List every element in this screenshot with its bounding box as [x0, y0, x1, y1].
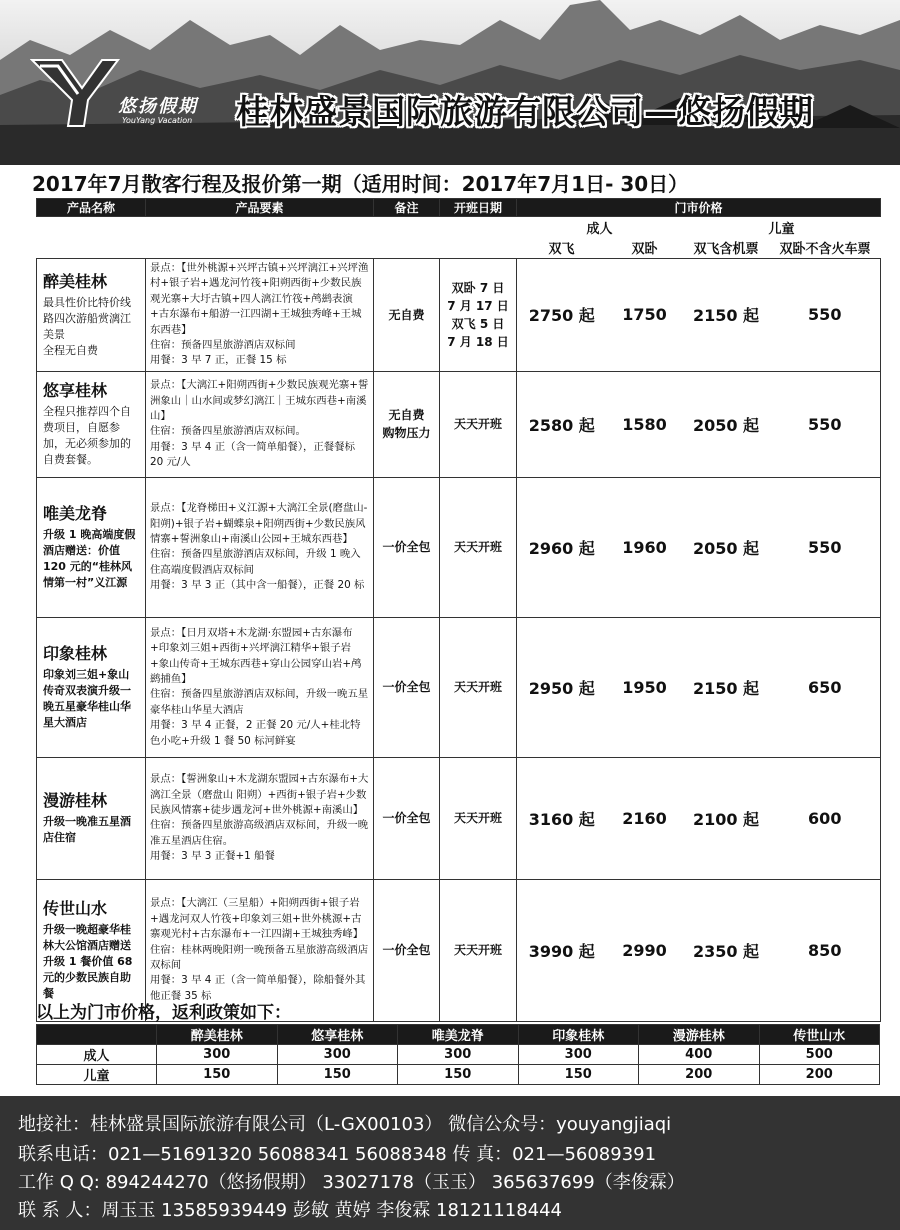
itinerary-table [36, 198, 881, 1022]
product-note: 一价全包 [374, 477, 440, 617]
rebate-title: 以上为门市价格，返利政策如下： [36, 1003, 291, 1023]
product-date: 双卧 7 日 7 月 17 日 双飞 5 日 7 月 18 日 [440, 259, 517, 372]
product-desc: 升级一晚准五星酒店住宿 [43, 815, 131, 845]
product-date: 天天开班 [440, 371, 517, 477]
price-child-fly: 2100 起 [683, 757, 770, 879]
product-note: 无自费 购物压力 [374, 371, 440, 477]
product-name: 漫游桂林 [43, 791, 108, 811]
footer-agency: 地接社：桂林盛景国际旅游有限公司（L-GX00103） 微信公众号：youyangjiaqi [18, 1114, 672, 1135]
price-child-sleeper: 650 [770, 617, 881, 757]
price-adult-sleeper: 2990 [607, 879, 683, 1021]
rebate-value: 150 [157, 1065, 278, 1085]
product-elements: 景点：【日月双塔+木龙湖·东盟园+古东瀑布+印象刘三姐+西街+兴坪漓江精华+银子岩+象山传奇+王城东西巷+穿山公园穿山岩+鸬鹚捕鱼】 住宿：预备四星旅游酒店双标间，升级一晚五星豪华桂山华星大酒店 用餐：3 早 4 正餐，2 正餐 20 元/人+桂北特色小吃+升级 1 餐 50 标河鲜宴 [146, 617, 374, 757]
header-note: 备注 [374, 199, 440, 217]
product-cell [37, 259, 146, 372]
sub-blank [440, 217, 517, 238]
product-date: 天天开班 [440, 477, 517, 617]
price-child-sleeper: 550 [770, 259, 881, 372]
product-note: 无自费 [374, 259, 440, 372]
rebate-value: 300 [277, 1045, 398, 1065]
header-child: 儿童 [683, 217, 881, 238]
product-name: 醉美桂林 [43, 271, 108, 291]
product-cell [37, 617, 146, 757]
sub-blank [374, 217, 440, 238]
table-row [37, 477, 881, 617]
rebate-value: 400 [639, 1045, 760, 1065]
product-elements: 景点：【大漓江+阳朔西街+少数民族观光寨+誓洲象山｜山水间或梦幻漓江｜王城东西巷+南溪山】 住宿：预备四星旅游酒店双标间。 用餐：3 早 4 正（含一简单船餐），正餐餐标 20 元/人 [146, 371, 374, 477]
rebate-col-header: 漫游桂林 [639, 1025, 760, 1045]
footer [0, 1096, 900, 1230]
price-child-sleeper: 850 [770, 879, 881, 1021]
price-adult-fly: 2580 起 [517, 371, 607, 477]
header-adult: 成人 [517, 217, 683, 238]
product-name: 悠享桂林 [43, 381, 108, 401]
rebate-value: 150 [398, 1065, 519, 1085]
product-desc: 最具性价比特价线路四次游船赏漓江美景 全程无自费 [43, 295, 131, 357]
price-child-sleeper: 600 [770, 757, 881, 879]
price-adult-sleeper: 1950 [607, 617, 683, 757]
rebate-value: 300 [398, 1045, 519, 1065]
product-desc: 全程只推荐四个自费项目，自愿参加，无必须参加的自费套餐。 [43, 405, 131, 467]
table-row [37, 371, 881, 477]
footer-contacts: 联 系 人：周玉玉 13585939449 彭敏 黄婷 李俊霖 18121118444 [18, 1200, 562, 1221]
header-adult-fly: 双飞 [517, 238, 607, 259]
sub-blank [37, 217, 146, 238]
price-child-sleeper: 550 [770, 371, 881, 477]
product-date: 天天开班 [440, 757, 517, 879]
sub-blank [440, 238, 517, 259]
price-child-fly: 2150 起 [683, 617, 770, 757]
product-date: 天天开班 [440, 879, 517, 1021]
product-desc: 升级 1 晚高端度假酒店赠送：价值 120 元的“桂林风情第一村”义江源 [43, 528, 136, 590]
sub-blank [146, 217, 374, 238]
product-elements: 景点：【龙脊梯田+义江源+大漓江全景(磨盘山-阳朔)+银子岩+蝴蝶泉+阳朔西街+少数民族风情寨+誓洲象山+南溪山公园+王城东西巷】 住宿：预备四星旅游酒店双标间，升级 1 晚入住高端度假酒店双标间 用餐：3 早 3 正（其中含一船餐），正餐 20 标 [146, 477, 374, 617]
header-child-sleeper: 双卧不含火车票 [770, 238, 881, 259]
price-adult-fly: 3990 起 [517, 879, 607, 1021]
price-adult-fly: 2960 起 [517, 477, 607, 617]
price-child-fly: 2350 起 [683, 879, 770, 1021]
header-price: 门市价格 [517, 199, 881, 217]
sub-blank [374, 238, 440, 259]
header-date: 开班日期 [440, 199, 517, 217]
price-adult-sleeper: 1750 [607, 259, 683, 372]
rebate-col-header: 传世山水 [759, 1025, 880, 1045]
sub-blank [37, 238, 146, 259]
sub-blank [146, 238, 374, 259]
price-adult-fly: 3160 起 [517, 757, 607, 879]
rebate-row-label: 成人 [37, 1045, 157, 1065]
product-cell [37, 371, 146, 477]
product-date: 天天开班 [440, 617, 517, 757]
table-row [37, 617, 881, 757]
product-desc: 升级一晚超豪华桂林大公馆酒店赠送升级 1 餐价值 68 元的少数民族自助餐 [43, 923, 133, 1001]
footer-phone: 联系电话：021—51691320 56088341 56088348 传 真：021—56089391 [18, 1144, 657, 1165]
product-name: 传世山水 [43, 899, 108, 919]
rebate-table [36, 1024, 880, 1085]
price-child-sleeper: 550 [770, 477, 881, 617]
page-title: 2017年7月散客行程及报价第一期（适用时间：2017年7月1日- 30日） [32, 172, 689, 196]
logo-y-icon [30, 58, 120, 128]
product-note: 一价全包 [374, 617, 440, 757]
table-row [37, 259, 881, 372]
rebate-row [37, 1045, 880, 1065]
price-adult-sleeper: 1960 [607, 477, 683, 617]
table-row [37, 757, 881, 879]
price-adult-sleeper: 1580 [607, 371, 683, 477]
rebate-col-header: 醉美桂林 [157, 1025, 278, 1045]
price-child-fly: 2050 起 [683, 371, 770, 477]
logo-text: 悠扬假期 [118, 96, 198, 117]
header-elements: 产品要素 [146, 199, 374, 217]
rebate-value: 500 [759, 1045, 880, 1065]
rebate-col-header: 悠享桂林 [277, 1025, 398, 1045]
rebate-row-label: 儿童 [37, 1065, 157, 1085]
rebate-col-header: 唯美龙脊 [398, 1025, 519, 1045]
price-child-fly: 2150 起 [683, 259, 770, 372]
rebate-value: 200 [759, 1065, 880, 1085]
price-adult-fly: 2750 起 [517, 259, 607, 372]
price-adult-sleeper: 2160 [607, 757, 683, 879]
product-elements: 景点：【世外桃源+兴坪古镇+兴坪漓江+兴坪渔村+银子岩+遇龙河竹筏+阳朔西街+少数民族观光寨+大圩古镇+四人漓江竹筏+鸬鹚表演+古东瀑布+船游一江四湖+王城独秀峰+王城东西巷】 住宿：预备四星旅游酒店双标间 用餐：3 早 7 正，正餐 15 标 [146, 259, 374, 372]
logo [30, 58, 230, 128]
price-adult-fly: 2950 起 [517, 617, 607, 757]
product-cell [37, 757, 146, 879]
rebate-value: 300 [157, 1045, 278, 1065]
rebate-row [37, 1065, 880, 1085]
product-cell [37, 477, 146, 617]
product-note: 一价全包 [374, 757, 440, 879]
company-title: 桂林盛景国际旅游有限公司—悠扬假期 [236, 92, 814, 131]
rebate-value: 300 [518, 1045, 639, 1065]
header-product: 产品名称 [37, 199, 146, 217]
product-elements: 景点：【誓洲象山+木龙湖东盟园+古东瀑布+大漓江全景（磨盘山 阳朔）+西街+银子岩+少数民族风情寨+徒步遇龙河+世外桃源+南溪山】 住宿：预备四星旅游高级酒店双标间，升级一晚准五星酒店住宿。 用餐：3 早 3 正餐+1 船餐 [146, 757, 374, 879]
logo-subtext: YouYang Vacation [122, 116, 193, 125]
product-note: 一价全包 [374, 879, 440, 1021]
product-elements: 景点：【大漓江（三星船）+阳朔西街+银子岩+遇龙河双人竹筏+印象刘三姐+世外桃源+古寨观光村+古东瀑布+一江四湖+王城独秀峰】 住宿：桂林两晚阳朔一晚预备五星旅游高级酒店双标间 用餐：3 早 4 正（含一简单船餐），除船餐外其他正餐 35 标 [146, 879, 374, 1021]
rebate-value: 200 [639, 1065, 760, 1085]
footer-qq: 工作 Q Q: 894244270（悠扬假期） 33027178（玉玉） 365637699（李俊霖） [18, 1172, 685, 1193]
price-child-fly: 2050 起 [683, 477, 770, 617]
rebate-value: 150 [518, 1065, 639, 1085]
header-adult-sleeper: 双卧 [607, 238, 683, 259]
product-name: 印象桂林 [43, 644, 108, 664]
header-banner [0, 0, 900, 165]
rebate-col-header: 印象桂林 [518, 1025, 639, 1045]
rebate-corner [37, 1025, 157, 1045]
product-desc: 印象刘三姐+象山传奇双表演升级一晚五星豪华桂山华星大酒店 [43, 668, 131, 730]
rebate-value: 150 [277, 1065, 398, 1085]
product-name: 唯美龙脊 [43, 504, 108, 524]
header-child-fly: 双飞含机票 [683, 238, 770, 259]
